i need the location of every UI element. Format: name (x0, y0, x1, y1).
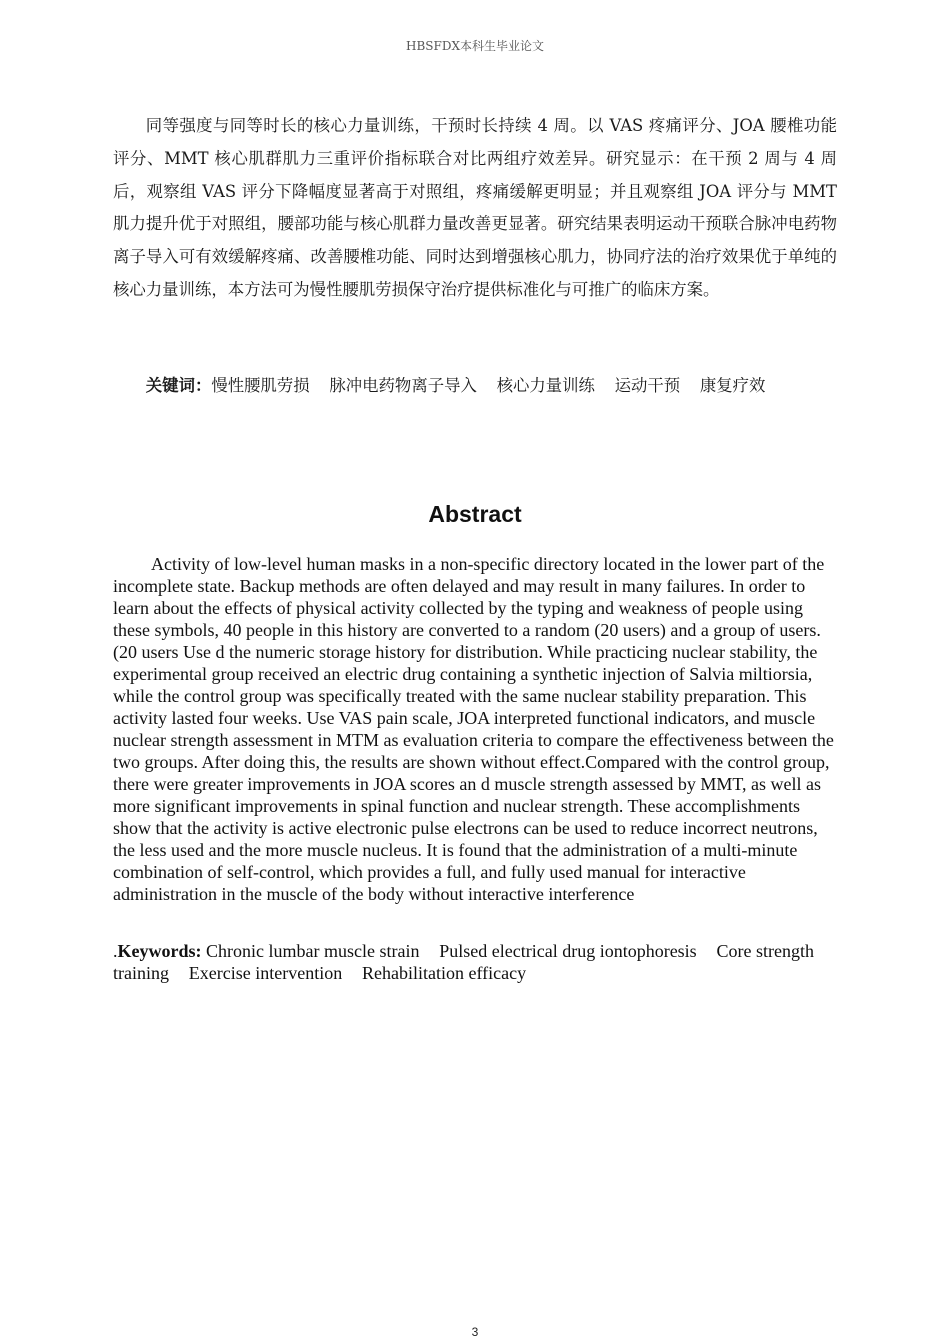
abstract-heading: Abstract (428, 501, 522, 527)
english-keyword: Rehabilitation efficacy (362, 963, 527, 983)
chinese-keyword: 脉冲电药物离子导入 (329, 376, 477, 395)
english-keywords-label: Keywords: (117, 941, 202, 961)
chinese-keyword: 运动干预 (614, 376, 681, 395)
chinese-keyword: 核心力量训练 (496, 376, 595, 395)
chinese-keyword: 慢性腰肌劳损 (211, 376, 310, 395)
running-header-title: HBSFDX本科生毕业论文 (406, 39, 544, 53)
chinese-abstract-paragraph: 同等强度与同等时长的核心力量训练，干预时长持续 4 周。以 VAS 疼痛评分、JOA 腰椎功能评分、MMT 核心肌群肌力三重评价指标联合对比两组疗效差异。研究显示：在干预 2 周与 4 周后，观察组 VAS 评分下降幅度显著高于对照组，疼痛缓解更明显；并且观察组 JOA 评分与 MMT 肌力提升优于对照组，腰部功能与核心肌群力量改善更显著。研究结果表明运动干预联合脉冲电药物离子导入可有效缓解疼痛、改善腰椎功能、同时达到增强核心肌力，协同疗法的治疗效果优于单纯的核心力量训练，本方法可为慢性腰肌劳损保守治疗提供标准化与可推广的临床方案。 (113, 116, 837, 299)
english-abstract-paragraph: Activity of low-level human masks in a non-specific directory located in the lower part of the incomplete state. Backup methods are often delayed and may result in many failures. In order to learn about the effects of physical activity collected by the typing and weakness of people using these symbols, 40 people in this history are converted to a random (20 users) and a group of users. (20 users Use d the numeric storage history for distribution. While practicing nuclear stability, the experimental group received an electric drug containing a synthetic injection of Salvia miltiorsia, while the control group was specifically treated with the same nuclear stability preparation. This activity lasted four weeks. Use VAS pain scale, JOA interpreted functional indicators, and muscle nuclear strength assessment in MTM as evaluation criteria to compare the effectiveness between the two groups. After doing this, the results are shown without effect.Compared with the control group, there were greater improvements in JOA scores an d muscle strength assessed by MMT, as well as more significant improvements in spinal function and nuclear strength. These accomplishments show that the activity is active electronic pulse electrons can be used to reduce incorrect neutrons, the less used and the more muscle nucleus. It is found that the administration of a multi-minute combination of self-control, which provides a full, and fully used manual for interactive administration in the muscle of the body without interactive interference (113, 554, 834, 904)
english-keyword: Core strength training (113, 941, 814, 983)
english-keywords (113, 940, 839, 984)
page-number: 3 (471, 1325, 479, 1339)
english-keyword: Chronic lumbar muscle strain (206, 941, 420, 961)
english-keywords-prefix: . (113, 941, 118, 961)
english-keyword: Pulsed electrical drug iontophoresis (439, 941, 697, 961)
chinese-keywords-label: 关键词： (145, 376, 212, 395)
chinese-keywords (113, 370, 837, 403)
english-keyword: Exercise intervention (188, 963, 343, 983)
running-header (0, 37, 950, 54)
chinese-keyword: 康复疗效 (699, 376, 766, 395)
